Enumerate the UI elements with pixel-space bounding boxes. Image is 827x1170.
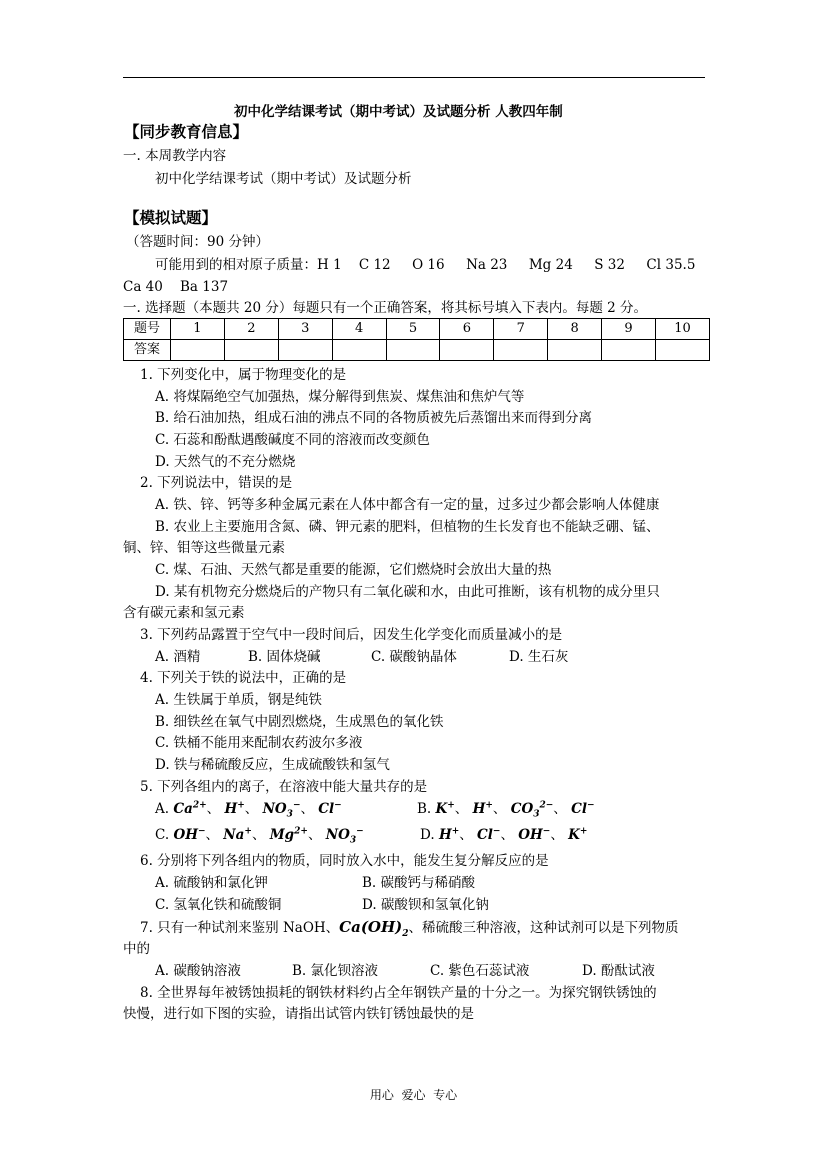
ion-hydroxide: OH− xyxy=(518,826,551,843)
ion-chloride: Cl− xyxy=(318,800,342,817)
option-letter: C. xyxy=(155,827,170,843)
ion-magnesium: $Mg^{2+}$ xyxy=(269,826,308,843)
answer-cell[interactable] xyxy=(332,340,386,361)
table-number: 3 xyxy=(278,319,332,340)
question-4-option-b: B. 细铁丝在氧气中剧烈燃烧，生成黑色的氧化铁 xyxy=(155,714,444,730)
question-6-option-c: C. 氢氧化铁和硫酸铜 xyxy=(155,897,282,913)
answer-table-answer-row xyxy=(124,340,710,361)
question-4-option-a: A. 生铁属于单质，钢是纯铁 xyxy=(155,692,322,708)
answer-table-number-row xyxy=(124,319,710,340)
atomic-masses-cont: Ca 40 Ba 137 xyxy=(123,279,229,295)
page-footer: 用心 爱心 专心 xyxy=(369,1088,458,1102)
answer-cell[interactable] xyxy=(440,340,494,361)
ion-nitrate: $NO_3^-$ xyxy=(262,800,301,820)
table-number: 2 xyxy=(224,319,278,340)
answer-cell[interactable] xyxy=(602,340,656,361)
ion-nitrate: $NO_3^-$ xyxy=(325,826,364,846)
option-letter: B. xyxy=(417,801,432,817)
section-heading-info: 【同步教育信息】 xyxy=(124,122,249,141)
ion-hydroxide: OH− xyxy=(173,826,206,843)
question-7-stem: 7. 只有一种试剂来鉴别 NaOH、$Ca(OH)_2$、稀硫酸三种溶液，这种试剂可以是下列物质 xyxy=(140,918,679,939)
question-3-option-b: B. 固体烧碱 xyxy=(248,649,321,665)
table-number: 8 xyxy=(548,319,602,340)
answer-cell[interactable] xyxy=(656,340,710,361)
question-5-option-d: D. H+、 Cl−、 OH−、 K+ xyxy=(420,826,588,843)
section-heading-mock: 【模拟试题】 xyxy=(124,208,218,227)
ion-calcium: $Ca^{2+}$ xyxy=(173,800,207,817)
option-letter: D. xyxy=(420,827,435,843)
section-item: 一. 本周教学内容 xyxy=(123,148,227,164)
ion-hydrogen: H+ xyxy=(224,800,245,817)
question-2-option-c: C. 煤、石油、天然气都是重要的能源，它们燃烧时会放出大量的热 xyxy=(155,562,552,578)
table-number: 10 xyxy=(656,319,710,340)
table-number: 7 xyxy=(494,319,548,340)
question-5-option-b: B. K+、 H+、 $CO_3^{2-}$、 Cl− xyxy=(417,800,595,820)
part-one-instructions: 一. 选择题（本题共 20 分）每题只有一个正确答案，将其标号填入下表内。每题 2 分。 xyxy=(123,300,648,316)
ion-chloride: Cl− xyxy=(571,800,595,817)
question-8-stem-cont: 快慢，进行如下图的实验，请指出试管内铁钉锈蚀最快的是 xyxy=(123,1006,474,1022)
table-label-answer: 答案 xyxy=(124,340,171,361)
question-3-option-d: D. 生石灰 xyxy=(509,649,569,665)
question-6-option-b: B. 碳酸钙与稀硝酸 xyxy=(362,875,476,891)
question-1-option-a: A. 将煤隔绝空气加强热，煤分解得到焦炭、煤焦油和焦炉气等 xyxy=(155,389,525,405)
atomic-masses: 可能用到的相对原子质量：H 1 C 12 O 16 Na 23 Mg 24 S 32 Cl 35.5 xyxy=(155,257,696,273)
answer-cell[interactable] xyxy=(278,340,332,361)
ion-carbonate: $CO_3^{2-}$ xyxy=(510,800,554,820)
table-number: 5 xyxy=(386,319,440,340)
question-6-stem: 6. 分别将下列各组内的物质，同时放入水中，能发生复分解反应的是 xyxy=(140,853,549,869)
answer-cell[interactable] xyxy=(386,340,440,361)
answer-cell[interactable] xyxy=(548,340,602,361)
ion-potassium: K+ xyxy=(435,800,455,817)
table-number: 1 xyxy=(171,319,225,340)
question-7-option-c: C. 紫色石蕊试液 xyxy=(430,963,530,979)
table-number: 4 xyxy=(332,319,386,340)
question-3-option-c: C. 碳酸钠晶体 xyxy=(371,649,457,665)
question-1-option-b: B. 给石油加热，组成石油的沸点不同的各物质被先后蒸馏出来而得到分离 xyxy=(155,410,593,426)
question-3-option-a: A. 酒精 xyxy=(155,649,201,665)
question-2-option-b-cont: 铜、锌、钼等这些微量元素 xyxy=(123,540,285,556)
table-label-number: 题号 xyxy=(124,319,171,340)
question-2-option-a: A. 铁、锌、钙等多种金属元素在人体中都含有一定的量，过多过少都会影响人体健康 xyxy=(155,497,660,513)
question-1-stem: 1. 下列变化中，属于物理变化的是 xyxy=(140,367,347,383)
ion-potassium: K+ xyxy=(568,826,588,843)
answer-table xyxy=(123,318,710,361)
table-number: 6 xyxy=(440,319,494,340)
question-2-stem: 2. 下列说法中，错误的是 xyxy=(140,475,293,491)
question-4-option-c: C. 铁桶不能用来配制农药波尔多液 xyxy=(155,735,363,751)
question-7-stem-cont: 中的 xyxy=(123,941,150,957)
question-4-option-d: D. 铁与稀硫酸反应，生成硫酸铁和氢气 xyxy=(155,757,390,773)
question-2-option-b: B. 农业上主要施用含氮、磷、钾元素的肥料，但植物的生长发育也不能缺乏硼、锰、 xyxy=(155,519,660,535)
document-title: 初中化学结课考试（期中考试）及试题分析 人教四年制 xyxy=(234,104,563,120)
question-6-option-a: A. 硫酸钠和氯化钾 xyxy=(155,875,268,891)
question-1-option-c: C. 石蕊和酚酞遇酸碱度不同的溶液而改变颜色 xyxy=(155,432,430,448)
question-5-option-a: A. $Ca^{2+}$、 H+、 $NO_3^-$、 Cl− xyxy=(155,800,342,820)
section-content: 初中化学结课考试（期中考试）及试题分析 xyxy=(155,171,412,187)
question-2-option-d: D. 某有机物充分燃烧后的产物只有二氧化碳和水，由此可推断，该有机物的成分里只 xyxy=(155,584,660,600)
option-letter: A. xyxy=(155,801,170,817)
question-4-stem: 4. 下列关于铁的说法中，正确的是 xyxy=(140,670,347,686)
question-2-option-d-cont: 含有碳元素和氢元素 xyxy=(123,605,245,621)
answer-cell[interactable] xyxy=(171,340,225,361)
header-rule xyxy=(123,77,705,78)
ion-hydrogen: H+ xyxy=(438,826,460,843)
answer-cell[interactable] xyxy=(494,340,548,361)
question-1-option-d: D. 天然气的不充分燃烧 xyxy=(155,454,296,470)
formula-calcium-hydroxide: $Ca(OH)_2$ xyxy=(339,918,409,939)
question-6-option-d: D. 碳酸钡和氢氧化钠 xyxy=(362,897,489,913)
ion-chloride: Cl− xyxy=(477,826,501,843)
ion-hydrogen: H+ xyxy=(472,800,493,817)
table-number: 9 xyxy=(602,319,656,340)
question-5-stem: 5. 下列各组内的离子，在溶液中能大量共存的是 xyxy=(140,779,428,795)
question-5-option-c: C. OH−、 Na+、 $Mg^{2+}$、 $NO_3^-$ xyxy=(155,826,364,846)
question-7-option-d: D. 酚酞试液 xyxy=(582,963,655,979)
question-3-stem: 3. 下列药品露置于空气中一段时间后，因发生化学变化而质量减小的是 xyxy=(140,627,563,643)
ion-sodium: Na+ xyxy=(223,826,252,843)
answer-cell[interactable] xyxy=(224,340,278,361)
answer-time: （答题时间：90 分钟） xyxy=(126,234,269,250)
question-8-stem: 8. 全世界每年被锈蚀损耗的钢铁材料约占全年钢铁产量的十分之一。为探究钢铁锈蚀的 xyxy=(140,985,657,1001)
question-7-option-a: A. 碳酸钠溶液 xyxy=(155,963,241,979)
question-7-option-b: B. 氯化钡溶液 xyxy=(292,963,379,979)
